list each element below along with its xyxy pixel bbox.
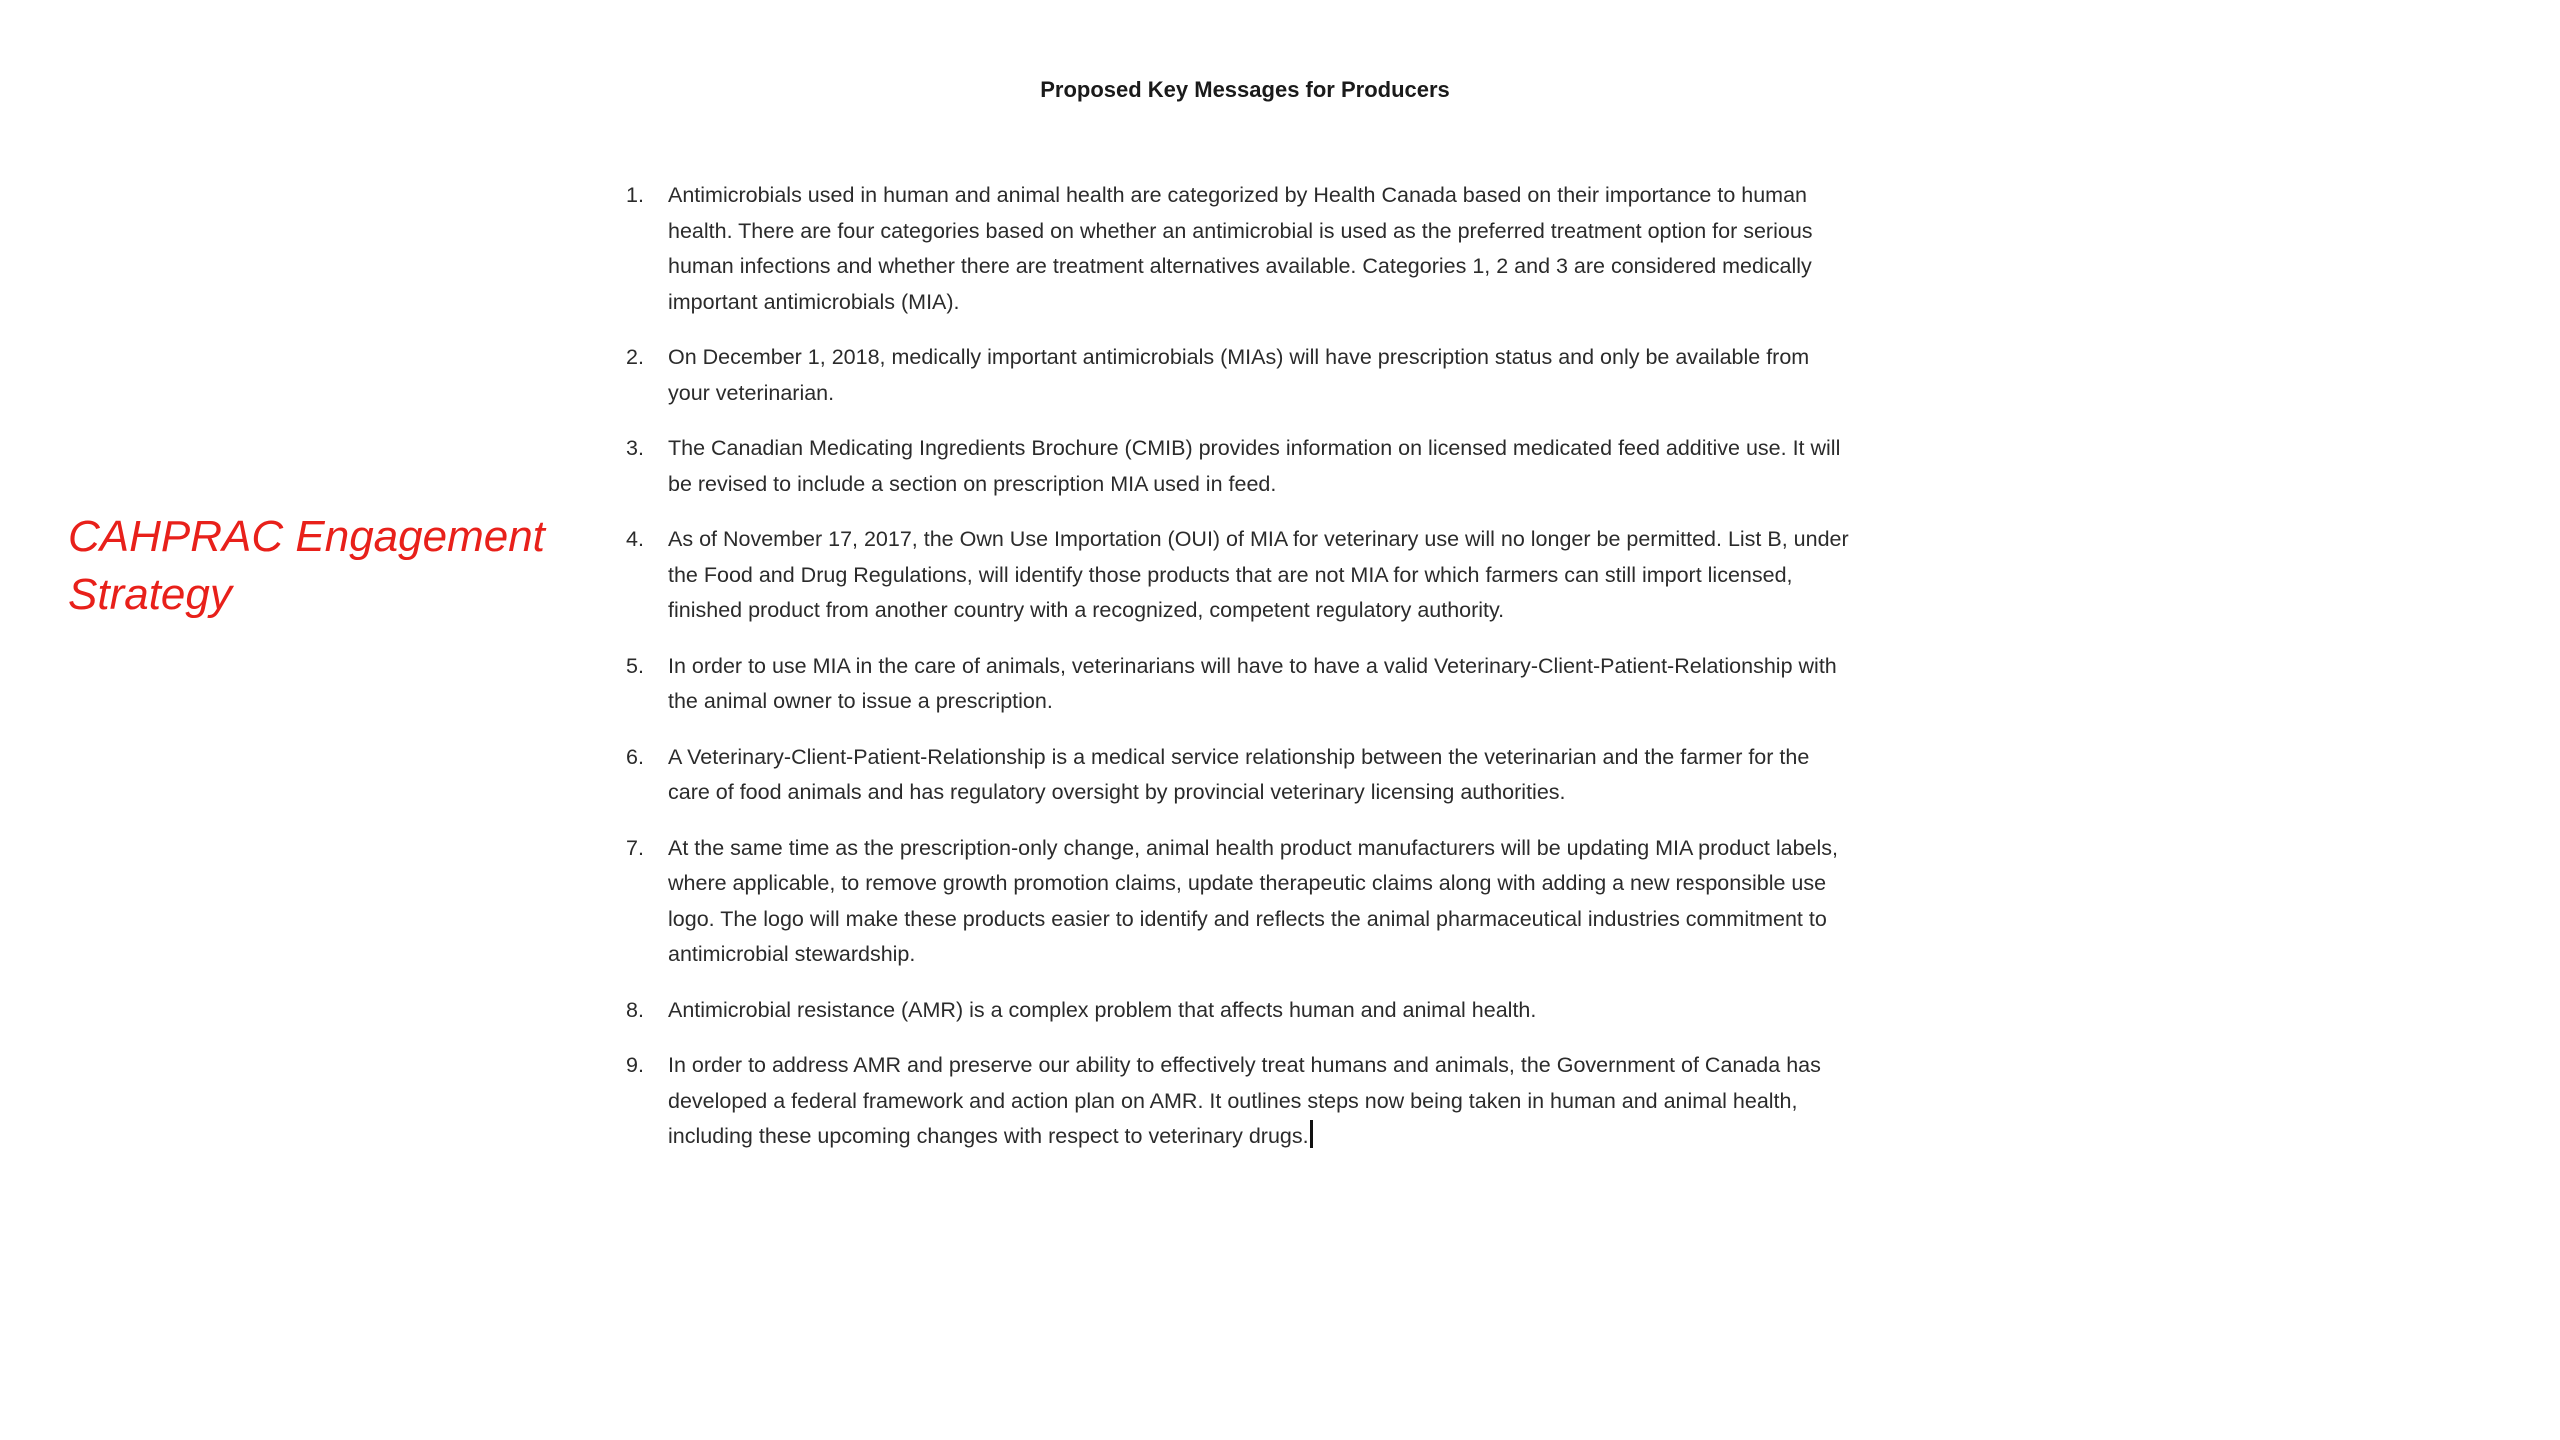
item-number: 8. bbox=[626, 997, 644, 1022]
item-text: Antimicrobial resistance (AMR) is a complex problem that affects human and animal health. bbox=[668, 997, 1537, 1022]
item-text: As of November 17, 2017, the Own Use Importation (OUI) of MIA for veterinary use will no longer be permitted. List B, under the Food and Drug Regulations, will identify those products that are not MIA for which farmers can still import licensed, finished product from another country with a recognized, competent regulatory authority. bbox=[668, 527, 1849, 622]
item-text: The Canadian Medicating Ingredients Brochure (CMIB) provides information on licensed medicated feed additive use. It will be revised to include a section on prescription MIA used in feed. bbox=[668, 436, 1841, 496]
item-number: 4. bbox=[626, 527, 644, 551]
item-number: 7. bbox=[626, 835, 644, 860]
item-text: A Veterinary-Client-Patient-Relationship is a medical service relationship between the veterinarian and the farmer for the care of food animals and has regulatory oversight by provincial veterinary licensing authorities. bbox=[668, 744, 1810, 804]
item-number: 6. bbox=[626, 744, 644, 769]
list-item bbox=[620, 1048, 1850, 1155]
item-number: 5. bbox=[626, 653, 644, 678]
item-text: Antimicrobials used in human and animal health are categorized by Health Canada based on their importance to human health. There are four categories based on whether an antimicrobial is used as the preferred treatment option for serious human infections and whether there are treatment alternatives available. Categories 1, 2 and 3 are considered medically important antimicrobials (MIA). bbox=[668, 183, 1813, 314]
item-number: 9. bbox=[626, 1053, 644, 1077]
item-number: 2. bbox=[626, 345, 644, 369]
item-text: In order to use MIA in the care of animals, veterinarians will have to have a valid Veterinary-Client-Patient-Relationship with the animal owner to issue a prescription. bbox=[668, 653, 1837, 713]
list-item bbox=[620, 831, 1850, 973]
list-item bbox=[620, 522, 1850, 629]
item-text: In order to address AMR and preserve our ability to effectively treat humans and animals, the Government of Canada has developed a federal framework and action plan on AMR. It outlines steps now being taken in human and animal health, including these upcoming changes with respect to veterinary drugs. bbox=[668, 1053, 1821, 1148]
list-item bbox=[620, 740, 1850, 811]
list-item bbox=[620, 340, 1850, 411]
item-number: 3. bbox=[626, 436, 644, 460]
item-number: 1. bbox=[626, 183, 644, 207]
list-item bbox=[620, 431, 1850, 502]
document-title: Proposed Key Messages for Producers bbox=[1040, 77, 1450, 102]
text-cursor bbox=[1310, 1120, 1313, 1148]
item-text: At the same time as the prescription-only change, animal health product manufacturers will be updating MIA product labels, where applicable, to remove growth promotion claims, update therapeutic claims along with adding a new responsible use logo. The logo will make these products easier to identify and reflects the animal pharmaceutical industries commitment to antimicrobial stewardship. bbox=[668, 835, 1838, 966]
item-text: On December 1, 2018, medically important antimicrobials (MIAs) will have prescription status and only be available from your veterinarian. bbox=[668, 345, 1810, 405]
engagement-strategy-label: CAHPRAC Engagement Strategy bbox=[68, 512, 545, 619]
list-item bbox=[620, 178, 1850, 320]
list-item bbox=[620, 649, 1850, 720]
document-page bbox=[620, 70, 1850, 1175]
list-item bbox=[620, 993, 1850, 1029]
key-messages-list bbox=[620, 178, 1850, 1155]
